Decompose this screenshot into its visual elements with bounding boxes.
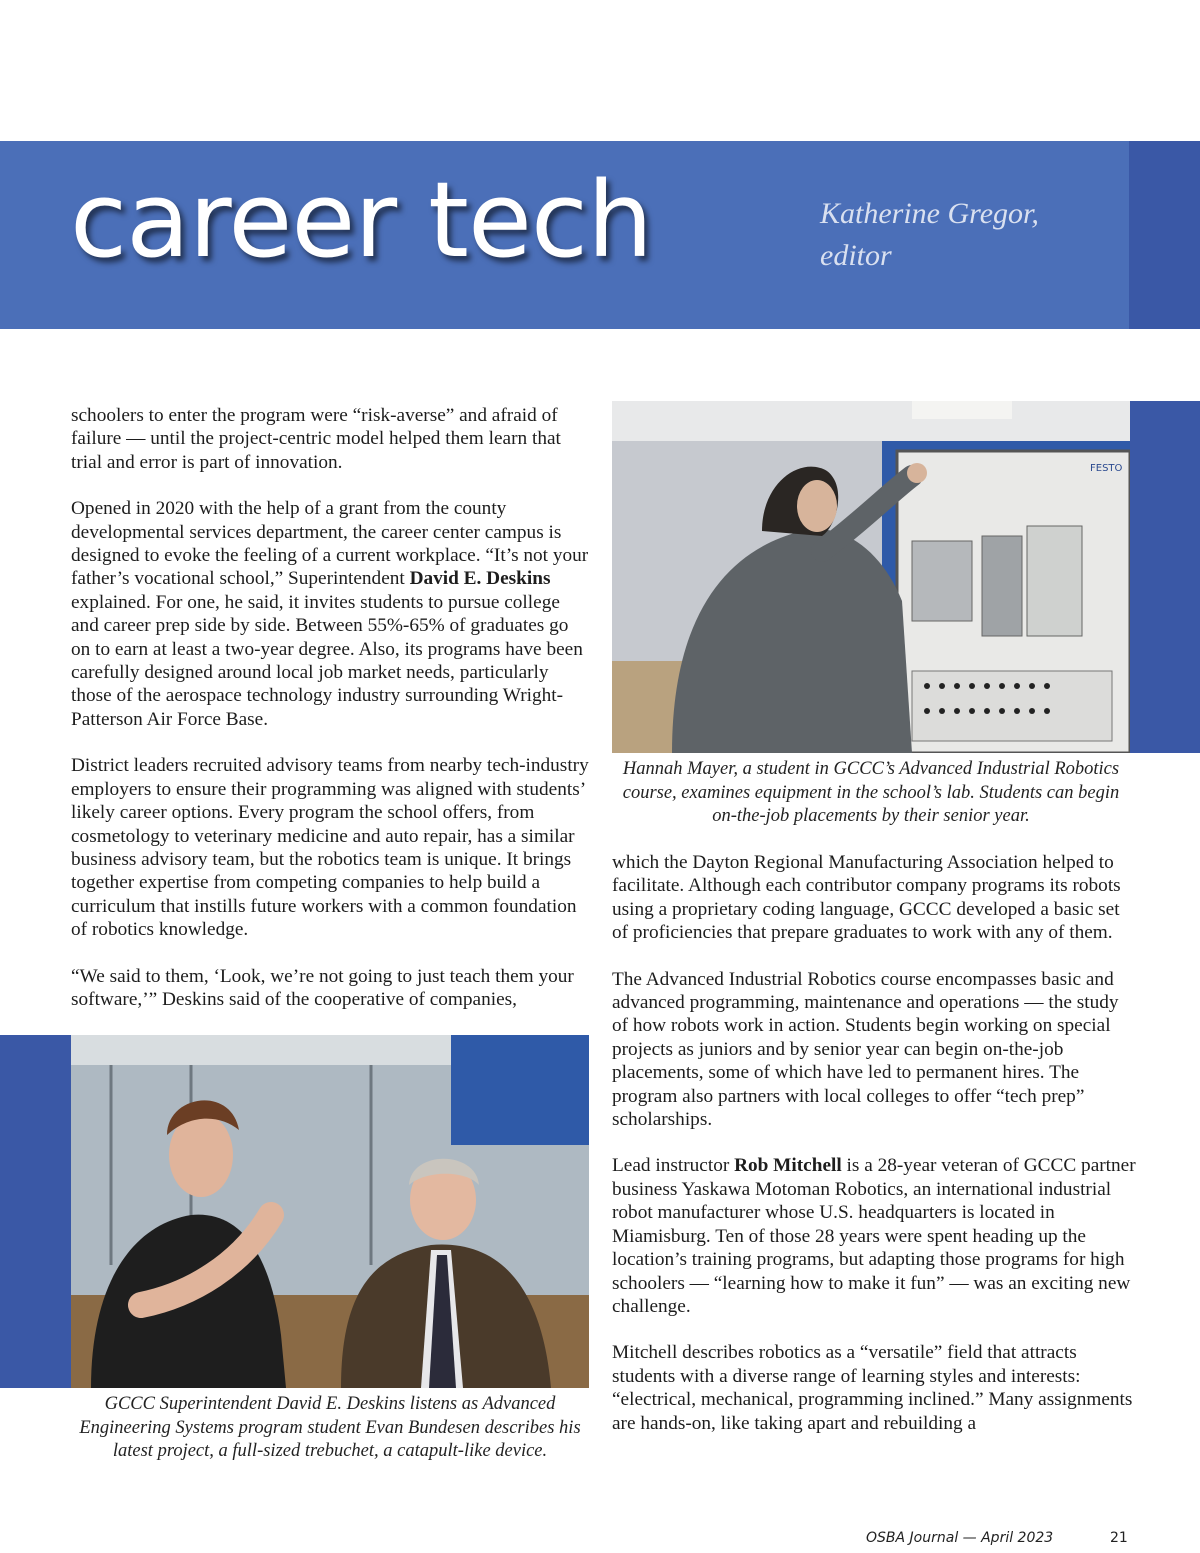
paragraph: Lead instructor Rob Mitchell is a 28-year veteran of GCCC partner business Yaskawa Motoman Robotics, an international industrial robot manufacturer whose U.S. headquarters is located in Miamisburg. Ten of those 28 years were spent heading up the location’s training programs, but adapting those programs for high schoolers — “learning how to make it fun” — was an exciting new challenge. [612, 1155, 1136, 1317]
photo-accent-bar [1130, 401, 1200, 753]
paragraph: schoolers to enter the program were “risk-averse” and afraid of failure — until the project-centric model helped them learn that trial and error is part of innovation. [71, 405, 561, 473]
paragraph: “We said to them, ‘Look, we’re not going to just teach them your software,’” Deskins said of the cooperative of companies, [71, 965, 574, 1010]
page-number: 21 [1110, 1530, 1128, 1546]
photo-accent-bar [0, 1035, 71, 1388]
banner-accent-stripe [1129, 141, 1200, 329]
left-column-text [71, 404, 591, 1034]
footer-journal-title: OSBA Journal — April 2023 [866, 1530, 1054, 1546]
classroom-photo-caption: GCCC Superintendent David E. Deskins listens as Advanced Engineering Systems program student Evan Bundesen describes his latest project, a full-sized trebuchet, a catapult-like device. [79, 1394, 581, 1461]
paragraph: Opened in 2020 with the help of a grant from the county developmental services department, the career center campus is designed to evoke the feeling of a current workplace. “It’s not your father’s vocational school,” Superintendent David E. Deskins explained. For one, he said, it invites students to pursue college and career prep side by side. Between 55%-65% of graduates go on to earn at least a two-year degree. Also, its programs have been carefully designed around local job market needs, particularly those of the aerospace technology industry surrounding Wright-Patterson Air Force Base. [71, 498, 589, 730]
paragraph: The Advanced Industrial Robotics course encompasses basic and advanced programming, maintenance and operations — the study of how robots work in action. Students begin working on special projects as juniors and by senior year can begin on-the-job placements, some of which have led to permanent hires. The program also partners with local colleges to offer “tech prep” scholarships. [612, 968, 1119, 1131]
lab-photo-illustration [612, 401, 1130, 753]
person-name-bold: Rob Mitchell [734, 1155, 842, 1177]
classroom-photo-illustration [71, 1035, 589, 1388]
classroom-photo [71, 1035, 589, 1388]
paragraph: District leaders recruited advisory teams from nearby tech-industry employers to ensure their programming was aligned with students’ likely career options. Every program the school offers, from cosmetology to veterinary medicine and auto repair, has a similar business advisory team, but the robotics team is unique. It brings together expertise from competing companies to help build a curriculum that instills future workers with a common foundation of robotics knowledge. [71, 755, 589, 941]
right-column-text [612, 851, 1137, 1458]
editor-credit [820, 193, 1039, 277]
paragraph: Mitchell describes robotics as a “versatile” field that attracts students with a diverse range of learning styles and interests: “electrical, mechanical, programming inclined.” Many assignments are hands-on, like taking apart and rebuilding a [612, 1342, 1133, 1434]
person-name-bold: David E. Deskins [409, 568, 551, 590]
lab-photo [612, 401, 1130, 753]
paragraph: which the Dayton Regional Manufacturing Association helped to facilitate. Although each contributor company programs its robots using a proprietary coding language, GCCC developed a basic set of proficiencies that prepare graduates to work with any of them. [612, 852, 1121, 944]
editor-name: Katherine Gregor, [820, 197, 1039, 230]
panel-label: FESTO [1090, 463, 1123, 474]
section-title: career tech [70, 159, 653, 281]
header-banner [0, 141, 1200, 329]
lab-photo-caption: Hannah Mayer, a student in GCCC’s Advanced Industrial Robotics course, examines equipment in the school’s lab. Students can begin on-the-job placements by their senior year. [622, 759, 1120, 826]
editor-role: editor [820, 239, 892, 272]
